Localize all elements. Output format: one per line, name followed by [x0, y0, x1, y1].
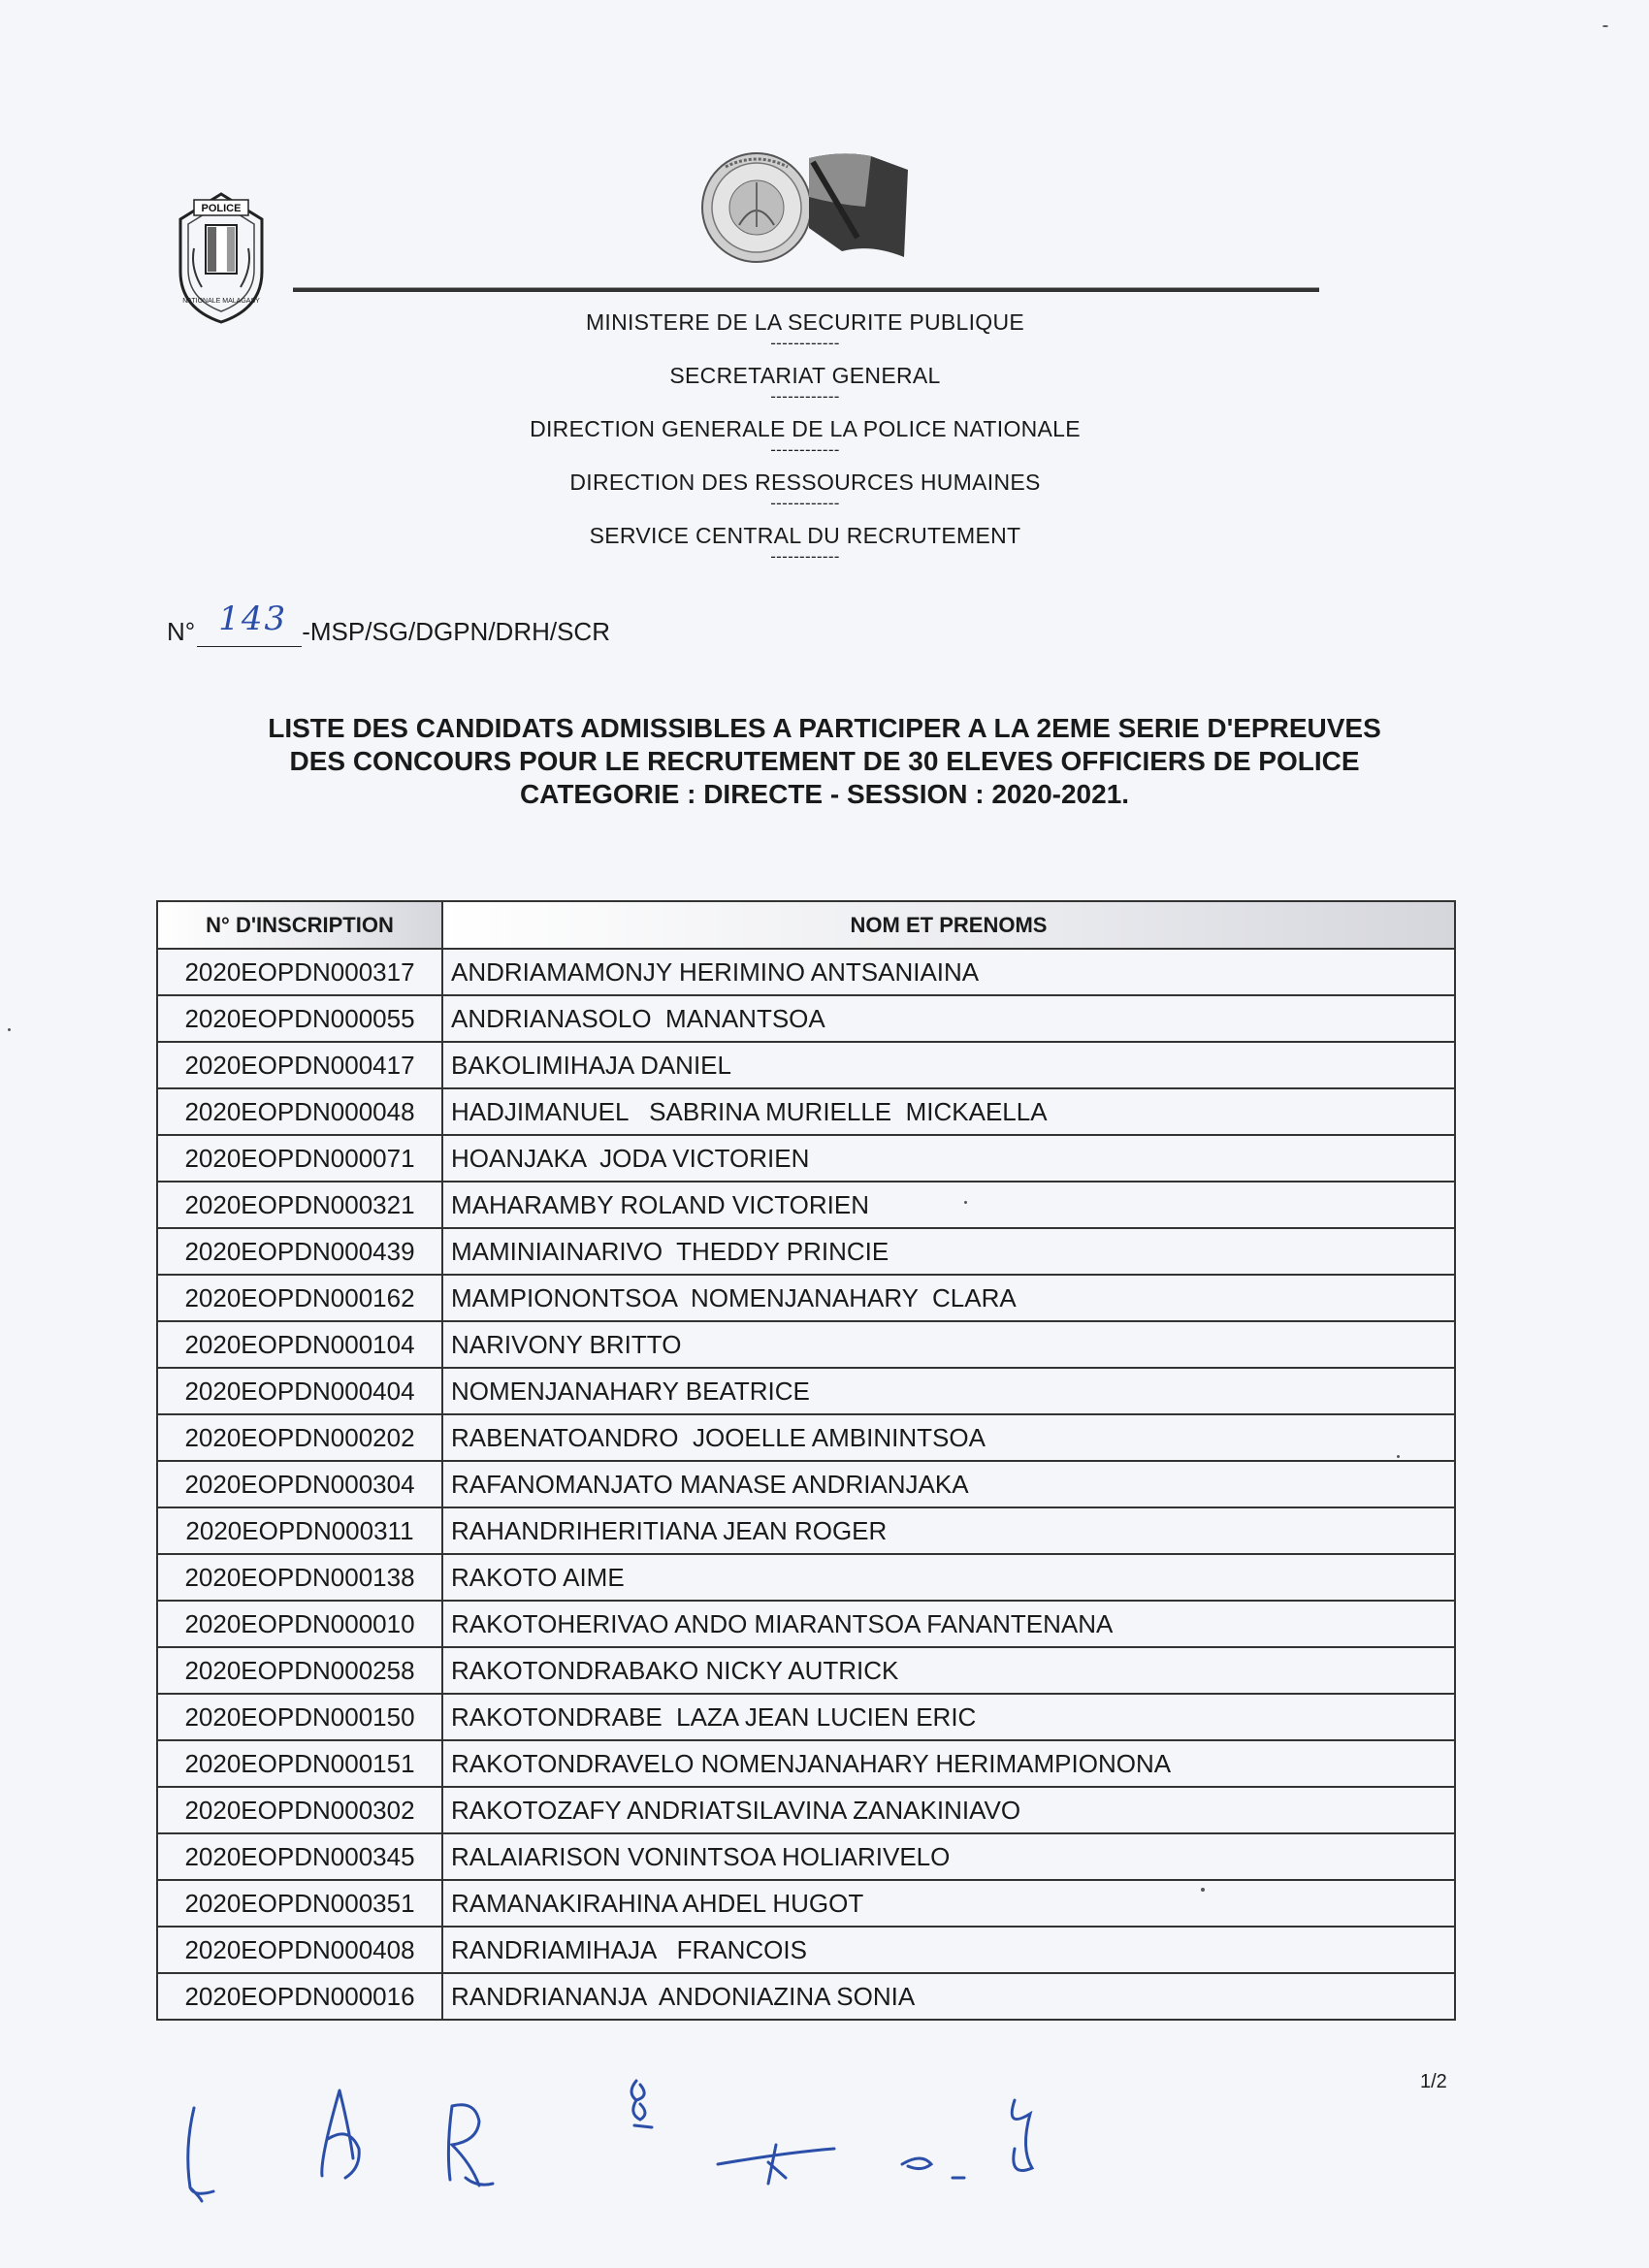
table-row — [157, 1042, 1455, 1088]
table-row — [157, 1880, 1455, 1927]
registration-number-cell: 2020EOPDN000345 — [157, 1833, 442, 1880]
registration-number-cell: 2020EOPDN000258 — [157, 1647, 442, 1694]
ministry-line: DIRECTION DES RESSOURCES HUMAINES — [569, 470, 1041, 495]
table-header-row — [157, 901, 1455, 949]
registration-number-cell: 2020EOPDN000071 — [157, 1135, 442, 1182]
table-row — [157, 1135, 1455, 1182]
registration-number-cell: 2020EOPDN000048 — [157, 1088, 442, 1135]
ministry-line: DIRECTION GENERALE DE LA POLICE NATIONALE — [530, 416, 1081, 441]
registration-number-cell: 2020EOPDN000150 — [157, 1694, 442, 1740]
candidate-name-cell: RAKOTOHERIVAO ANDO MIARANTSOA FANANTENANA — [442, 1601, 1455, 1647]
candidate-name-cell: NOMENJANAHARY BEATRICE — [442, 1368, 1455, 1414]
registration-number-cell: 2020EOPDN000408 — [157, 1927, 442, 1973]
registration-number-cell: 2020EOPDN000162 — [157, 1275, 442, 1321]
registration-number-cell: 2020EOPDN000304 — [157, 1461, 442, 1507]
ministry-separator: ------------ — [770, 547, 840, 566]
candidate-name-cell: MAHARAMBY ROLAND VICTORIEN — [442, 1182, 1455, 1228]
scan-speck — [1201, 1888, 1205, 1892]
candidate-name-cell: NARIVONY BRITTO — [442, 1321, 1455, 1368]
flag-icon — [803, 150, 912, 262]
badge-ring-text: NATIONALE MALAGASY — [182, 298, 260, 305]
candidate-name-cell: RAKOTOZAFY ANDRIATSILAVINA ZANAKINIAVO — [442, 1787, 1455, 1833]
candidate-name-cell: MAMINIAINARIVO THEDDY PRINCIE — [442, 1228, 1455, 1275]
registration-number-cell: 2020EOPDN000302 — [157, 1787, 442, 1833]
page-number: 1/2 — [1420, 2071, 1447, 2092]
table-row — [157, 1182, 1455, 1228]
candidates-table — [156, 900, 1456, 2021]
registration-number-cell: 2020EOPDN000311 — [157, 1507, 442, 1554]
registration-number-cell: 2020EOPDN000404 — [157, 1368, 442, 1414]
table-body — [157, 949, 1455, 2020]
registration-number-cell: 2020EOPDN000317 — [157, 949, 442, 995]
ministry-header — [427, 308, 1183, 575]
candidate-name-cell: MAMPIONONTSOA NOMENJANAHARY CLARA — [442, 1275, 1455, 1321]
document-title — [175, 712, 1474, 811]
table-row — [157, 1554, 1455, 1601]
title-line: LISTE DES CANDIDATS ADMISSIBLES A PARTICIPER A LA 2EME SERIE D'EPREUVES — [268, 713, 1381, 743]
candidate-name-cell: RAFANOMANJATO MANASE ANDRIANJAKA — [442, 1461, 1455, 1507]
reference-prefix: N° — [167, 617, 196, 646]
table-row — [157, 1368, 1455, 1414]
scan-speck — [964, 1201, 967, 1204]
registration-number-cell: 2020EOPDN000104 — [157, 1321, 442, 1368]
registration-number-cell: 2020EOPDN000055 — [157, 995, 442, 1042]
registration-number-cell: 2020EOPDN000351 — [157, 1880, 442, 1927]
candidate-name-cell: HOANJAKA JODA VICTORIEN — [442, 1135, 1455, 1182]
ministry-line: MINISTERE DE LA SECURITE PUBLIQUE — [585, 309, 1025, 335]
reference-blank — [197, 599, 302, 647]
candidate-name-cell: RANDRIANANJA ANDONIAZINA SONIA — [442, 1973, 1455, 2020]
registration-number-cell: 2020EOPDN000417 — [157, 1042, 442, 1088]
table-row — [157, 1228, 1455, 1275]
ministry-line: SERVICE CENTRAL DU RECRUTEMENT — [589, 523, 1021, 548]
police-badge-logo — [173, 190, 270, 326]
scan-speck — [8, 1028, 11, 1031]
table-row — [157, 1694, 1455, 1740]
table-row — [157, 1787, 1455, 1833]
table-row — [157, 1927, 1455, 1973]
ministry-line: SECRETARIAT GENERAL — [669, 363, 941, 388]
candidate-name-cell: RAKOTONDRABAKO NICKY AUTRICK — [442, 1647, 1455, 1694]
scan-speck — [1397, 1455, 1400, 1458]
registration-number-cell: 2020EOPDN000010 — [157, 1601, 442, 1647]
table-row — [157, 1833, 1455, 1880]
candidate-name-cell: RANDRIAMIHAJA FRANCOIS — [442, 1927, 1455, 1973]
table-row — [157, 949, 1455, 995]
table-row — [157, 1275, 1455, 1321]
scan-speck — [1602, 25, 1608, 27]
title-line: CATEGORIE : DIRECTE - SESSION : 2020-2021. — [519, 779, 1130, 809]
candidate-name-cell: RAKOTONDRABE LAZA JEAN LUCIEN ERIC — [442, 1694, 1455, 1740]
handwritten-reference-number: 143 — [218, 599, 288, 638]
badge-police-text: POLICE — [201, 203, 242, 214]
ministry-separator: ------------ — [770, 334, 840, 352]
candidate-name-cell: RAKOTONDRAVELO NOMENJANAHARY HERIMAMPIONONA — [442, 1740, 1455, 1787]
signature-initials — [155, 2071, 1086, 2226]
candidate-name-cell: RAMANAKIRAHINA AHDEL HUGOT — [442, 1880, 1455, 1927]
candidate-name-cell: ANDRIANASOLO MANANTSOA — [442, 995, 1455, 1042]
ministry-separator: ------------ — [770, 440, 840, 459]
registration-number-cell: 2020EOPDN000016 — [157, 1973, 442, 2020]
ministry-separator: ------------ — [770, 494, 840, 512]
table-row — [157, 1601, 1455, 1647]
candidate-name-cell: RABENATOANDRO JOOELLE AMBININTSOA — [442, 1414, 1455, 1461]
candidate-name-cell: RALAIARISON VONINTSOA HOLIARIVELO — [442, 1833, 1455, 1880]
reference-number — [167, 599, 610, 647]
table-row — [157, 1507, 1455, 1554]
registration-number-cell: 2020EOPDN000202 — [157, 1414, 442, 1461]
title-line: DES CONCOURS POUR LE RECRUTEMENT DE 30 ELEVES OFFICIERS DE POLICE — [289, 746, 1360, 776]
table-row — [157, 995, 1455, 1042]
registration-number-cell: 2020EOPDN000151 — [157, 1740, 442, 1787]
column-header-name: NOM ET PRENOMS — [442, 901, 1455, 949]
column-header-registration: N° D'INSCRIPTION — [157, 901, 442, 949]
candidate-name-cell: BAKOLIMIHAJA DANIEL — [442, 1042, 1455, 1088]
table-row — [157, 1414, 1455, 1461]
registration-number-cell: 2020EOPDN000439 — [157, 1228, 442, 1275]
registration-number-cell: 2020EOPDN000321 — [157, 1182, 442, 1228]
reference-suffix: -MSP/SG/DGPN/DRH/SCR — [302, 617, 610, 646]
table-row — [157, 1973, 1455, 2020]
registration-number-cell: 2020EOPDN000138 — [157, 1554, 442, 1601]
table-row — [157, 1740, 1455, 1787]
candidate-name-cell: ANDRIAMAMONJY HERIMINO ANTSANIAINA — [442, 949, 1455, 995]
table-row — [157, 1647, 1455, 1694]
candidate-name-cell: HADJIMANUEL SABRINA MURIELLE MICKAELLA — [442, 1088, 1455, 1135]
table-row — [157, 1088, 1455, 1135]
candidate-name-cell: RAKOTO AIME — [442, 1554, 1455, 1601]
table-row — [157, 1461, 1455, 1507]
table-row — [157, 1321, 1455, 1368]
ministry-separator: ------------ — [770, 387, 840, 405]
candidate-name-cell: RAHANDRIHERITIANA JEAN ROGER — [442, 1507, 1455, 1554]
header-divider — [293, 287, 1319, 292]
